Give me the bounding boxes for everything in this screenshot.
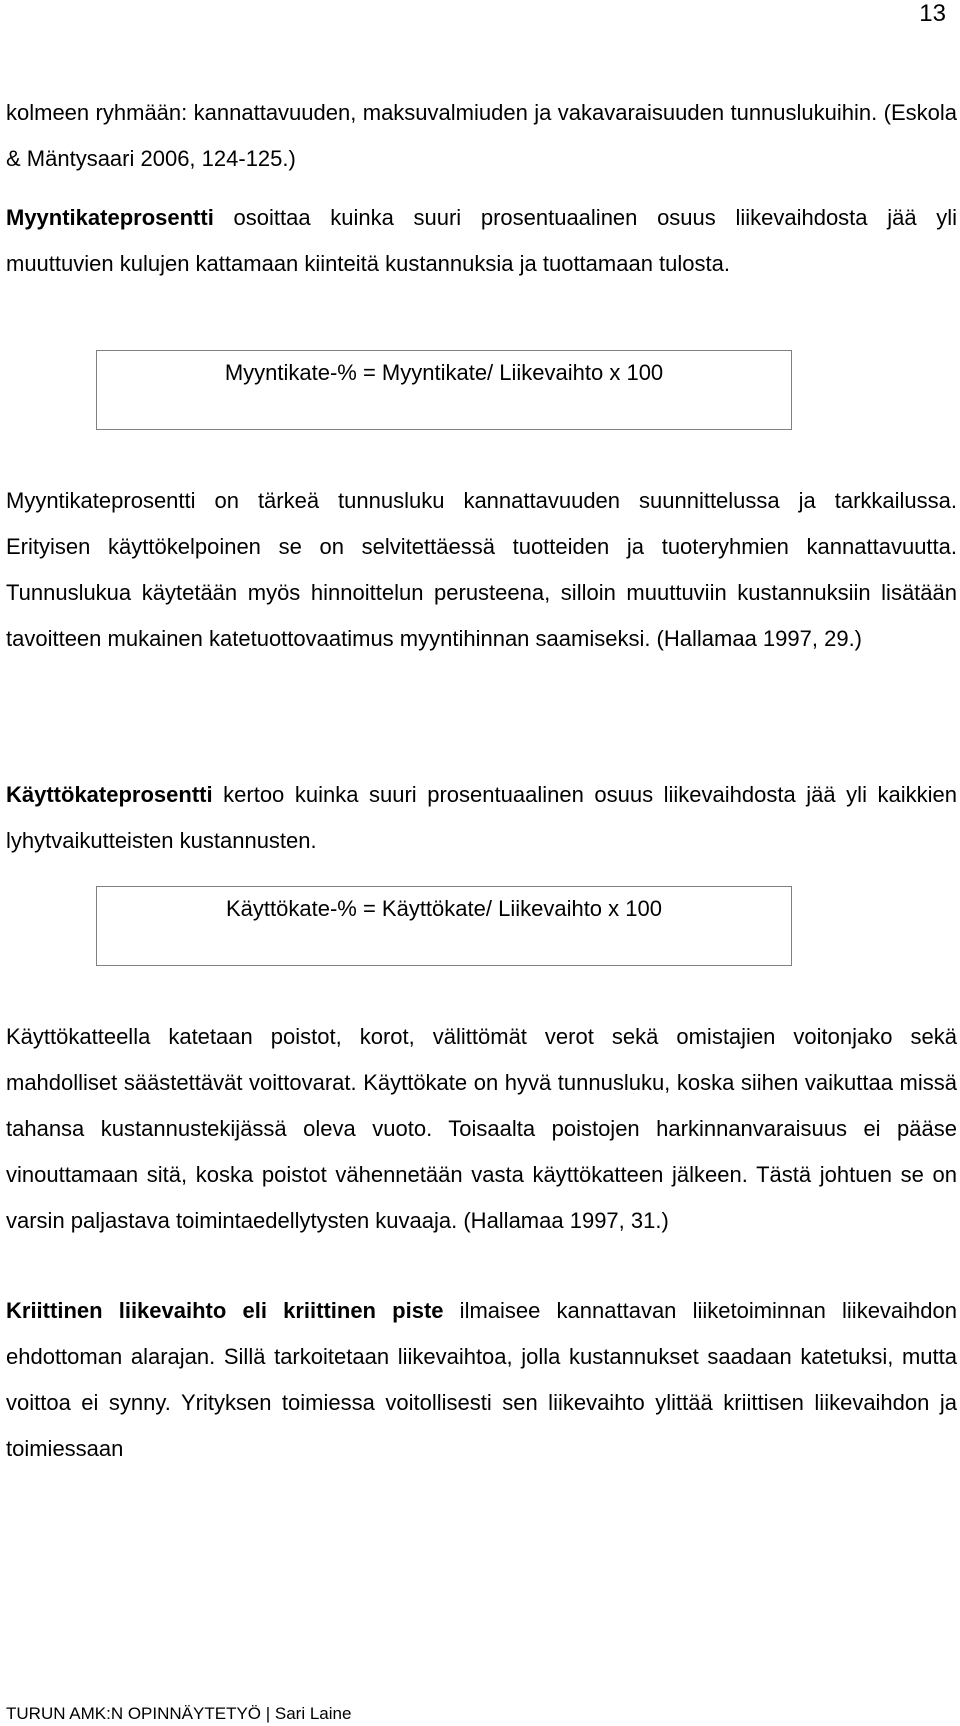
paragraph-text: ilmaisee kannattavan liiketoiminnan liikevaihdon ehdottoman alarajan. Sillä tarkoitetaan liikevaihtoa, jolla kustannukset saadaan katetuksi, mutta voittoa ei synny. Yrityksen toimiessa voitollisesti sen liikevaihto ylittää kriittisen liikevaihdon ja toimiessaan — [6, 1298, 957, 1461]
formula-kayttokate: Käyttökate-% = Käyttökate/ Liikevaihto x 100 — [226, 896, 662, 921]
paragraph-text: Käyttökatteella katetaan poistot, korot, välittömät verot sekä omistajien voitonjako sekä mahdolliset säästettävät voittovarat. Käyttökate on hyvä tunnusluku, koska siihen vaikuttaa missä tahansa kustannustekijässä oleva vuoto. Toisaalta poistojen harkinnanvaraisuus ei pääse vinouttamaan sitä, koska poistot vähennetään vasta käyttökatteen jälkeen. Tästä johtuen se on varsin paljastava toimintaedellytysten kuvaaja. (Hallamaa 1997, 31.) — [6, 1024, 957, 1233]
paragraph-text: Myyntikateprosentti on tärkeä tunnusluku kannattavuuden suunnittelussa ja tarkkailussa. Erityisen käyttökelpoinen se on selvitettäessä tuotteiden ja tuoteryhmien kannattavuutta. Tunnuslukua käytetään myös hinnoittelun perusteena, silloin muuttuviin kustannuksiin lisätään tavoitteen mukainen katetuottovaatimus myyntihinnan saamiseksi. (Hallamaa 1997, 29.) — [6, 488, 957, 651]
paragraph-kayttokate-usage — [6, 1014, 957, 1244]
paragraph-text: kertoo kuinka suuri prosentuaalinen osuus liikevaihdosta jää yli kaikkien lyhytvaikutteisten kustannusten. — [6, 782, 957, 853]
paragraph-kayttokateprosentti-definition — [6, 772, 957, 864]
formula-box-kayttokate — [96, 886, 792, 966]
formula-box-myyntikate — [96, 350, 792, 430]
page-footer: TURUN AMK:N OPINNÄYTETYÖ | Sari Laine — [6, 1704, 352, 1723]
term-kayttokateprosentti: Käyttökateprosentti — [6, 782, 213, 807]
paragraph-myyntikateprosentti-usage — [6, 478, 957, 662]
paragraph-myyntikateprosentti-definition — [6, 195, 957, 287]
formula-myyntikate: Myyntikate-% = Myyntikate/ Liikevaihto x 100 — [224, 360, 664, 385]
paragraph-text: osoittaa kuinka suuri prosentuaalinen osuus liikevaihdosta jää yli muuttuvien kulujen kattamaan kiinteitä kustannuksia ja tuottamaan tulosta. — [6, 205, 957, 276]
paragraph-intro — [6, 90, 957, 182]
term-myyntikateprosentti: Myyntikateprosentti — [6, 205, 214, 230]
paragraph-text: kolmeen ryhmään: kannattavuuden, maksuvalmiuden ja vakavaraisuuden tunnuslukuihin. (Eskola & Mäntysaari 2006, 124-125.) — [6, 100, 957, 171]
term-kriittinen-liikevaihto: Kriittinen liikevaihto eli kriittinen piste — [6, 1298, 444, 1323]
paragraph-kriittinen-liikevaihto — [6, 1288, 957, 1472]
page-number: 13 — [919, 0, 946, 27]
